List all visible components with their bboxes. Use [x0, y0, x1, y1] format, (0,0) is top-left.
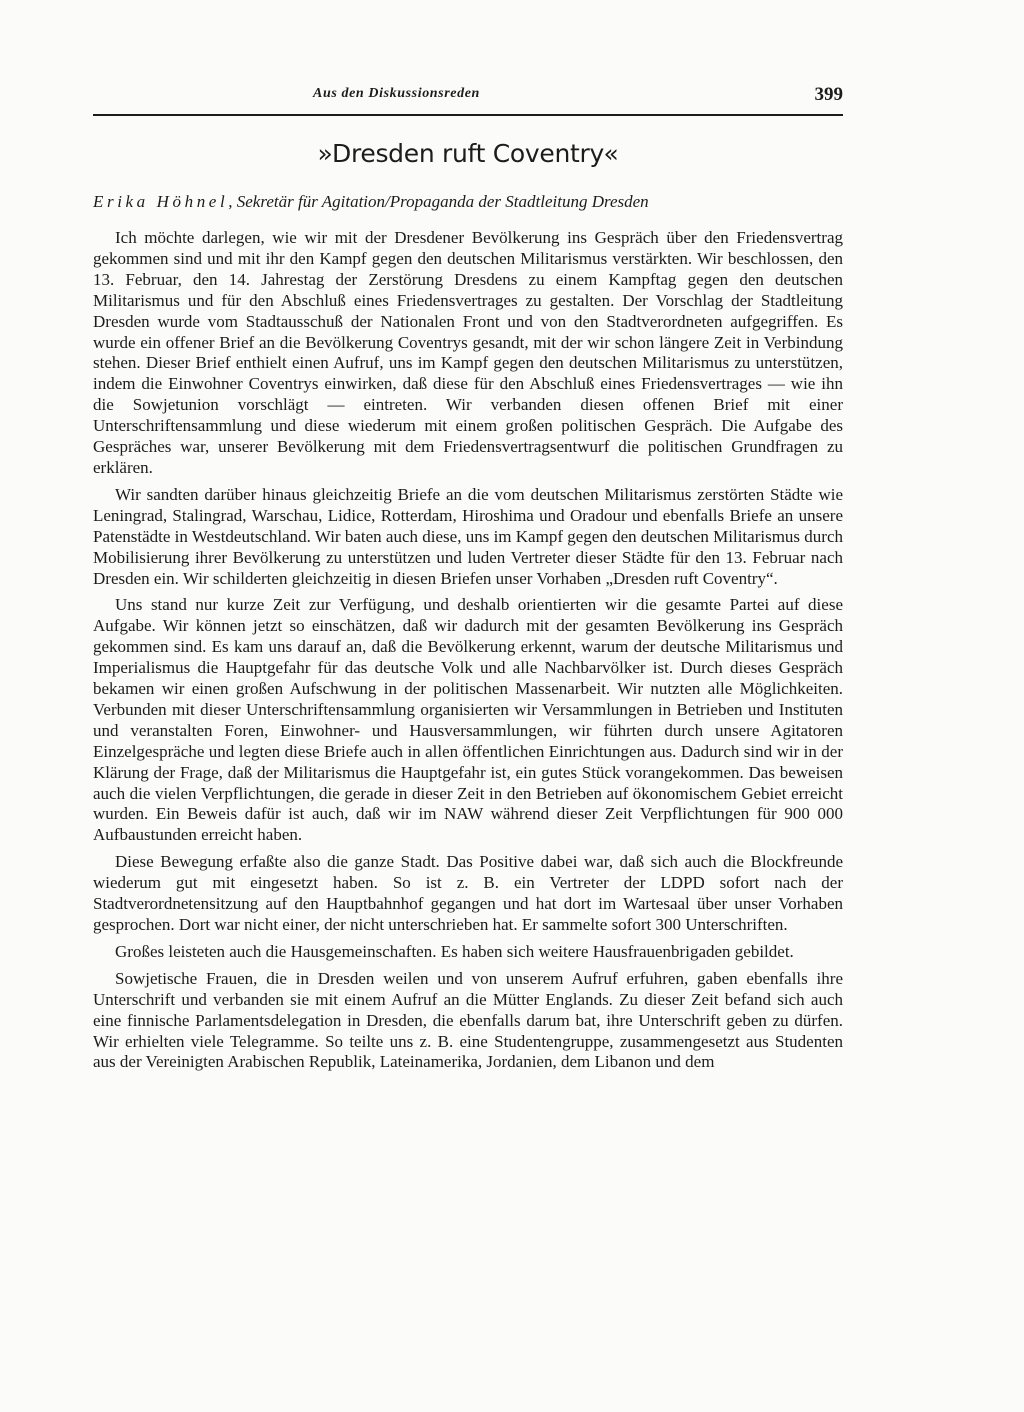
byline [93, 192, 853, 212]
article-body [93, 228, 843, 1073]
author-role: , Sekretär für Agitation/Propaganda der Stadtleitung Dresden [228, 192, 649, 211]
author-name: Erika Höhnel [93, 192, 229, 211]
paragraph: Sowjetische Frauen, die in Dresden weilen und von unserem Aufruf erfuhren, gaben ebenfalls ihre Unterschrift und verbanden sie mit einem Aufruf an die Mütter Englands. Zu dieser Zeit befand sich auch eine finnische Parlamentsdelegation in Dresden, die ebenfalls darum bat, ihre Unterschrift geben zu dürfen. Wir erhielten viele Telegramme. So teilte uns z. B. eine Studentengruppe, zusammengesetzt aus Studenten aus der Vereinigten Arabischen Republik, Lateinamerika, Jordanien, dem Libanon und dem [93, 968, 843, 1072]
paragraph: Wir sandten darüber hinaus gleichzeitig Briefe an die vom deutschen Militarismus zerstörten Städte wie Leningrad, Stalingrad, Warschau, Lidice, Rotterdam, Hiroshima und Oradour und ebenfalls Briefe an unsere Patenstädte in Westdeutschland. Wir baten auch diese, uns im Kampf gegen den deutschen Militarismus durch Mobilisierung ihrer Bevölkerung zu unterstützen und luden Vertreter dieser Städte für den 13. Februar nach Dresden ein. Wir schilderten gleichzeitig in diesen Briefen unser Vorhaben „Dresden ruft Coventry“. [93, 484, 843, 588]
paragraph: Uns stand nur kurze Zeit zur Verfügung, und deshalb orientierten wir die gesamte Partei auf diese Aufgabe. Wir können jetzt so einschätzen, daß wir dadurch mit der gesamten Bevölkerung ins Gespräch gekommen sind. Es kam uns darauf an, daß die Bevölkerung erkennt, warum der deutsche Militarismus und Imperialismus die Hauptgefahr für das deutsche Volk und alle Nachbarvölker ist. Durch dieses Gespräch bekamen wir einen großen Aufschwung in der politischen Massenarbeit. Wir nutzten alle Möglichkeiten. Verbunden mit dieser Unterschriftensammlung organisierten wir Versammlungen in Betrieben und Instituten und veranstalten Foren, Einwohner- und Hausversammlungen, wir führten durch unsere Agitatoren Einzelgespräche und legten diese Briefe auch in allen öffentlichen Einrichtungen aus. Dadurch sind wir in der Klärung der Frage, daß der Militarismus die Hauptgefahr ist, ein gutes Stück vorangekommen. Das beweisen auch die vielen Verpflichtungen, die gerade in dieser Zeit in den Betrieben auf ökonomischem Gebiet erreicht wurden. Ein Beweis dafür ist auch, daß wir im NAW während dieser Zeit Verpflichtungen für 900 000 Aufbaustunden erreicht haben. [93, 595, 843, 845]
running-title: Aus den Diskussionsreden [313, 86, 480, 101]
header-rule [93, 114, 843, 116]
article-title: »Dresden ruft Coventry« [317, 139, 619, 168]
paragraph: Großes leisteten auch die Hausgemeinschaften. Es haben sich weitere Hausfrauenbrigaden gebildet. [115, 941, 794, 961]
running-head [93, 86, 843, 108]
paragraph: Diese Bewegung erfaßte also die ganze Stadt. Das Positive dabei war, daß sich auch die Blockfreunde wiederum gut mit eingesetzt haben. So ist z. B. ein Vertreter der LDPD sofort nach der Stadtverordnetensitzung auf den Hauptbahnhof gegangen und hat dort im Wartesaal über unser Vorhaben gesprochen. Dort war nicht einer, der nicht unterschrieben hat. Er sammelte sofort 300 Unterschriften. [93, 852, 843, 934]
paragraph: Ich möchte darlegen, wie wir mit der Dresdener Bevölkerung ins Gespräch über den Friedensvertrag gekommen sind und mit ihr den Kampf gegen den deutschen Militarismus verstärkten. Wir beschlossen, den 13. Februar, den 14. Jahrestag der Zerstörung Dresdens zu einem Kampftag gegen den deutschen Militarismus und für den Abschluß eines Friedensvertrages zu gestalten. Der Vorschlag der Stadtleitung Dresden wurde vom Stadtausschuß der Nationalen Front und von den Stadtverordneten aufgegriffen. Es wurde ein offener Brief an die Bevölkerung Coventrys gesandt, mit der wir schon längere Zeit in Verbindung stehen. Dieser Brief enthielt einen Aufruf, uns im Kampf gegen den deutschen Militarismus zu unterstützen, indem die Einwohner Coventrys einwirken, daß diese für den Abschluß eines Friedensvertrages — wie ihn die Sowjetunion vorschlägt — eintreten. Wir verbanden diesen offenen Brief mit einer Unterschriftensammlung und diese wiederum mit einem großen politischen Gespräch. Die Aufgabe des Gespräches war, unserer Bevölkerung mit dem Friedensvertragsentwurf die politischen Grundfragen zu erklären. [93, 228, 843, 477]
page-number: 399 [814, 84, 843, 105]
